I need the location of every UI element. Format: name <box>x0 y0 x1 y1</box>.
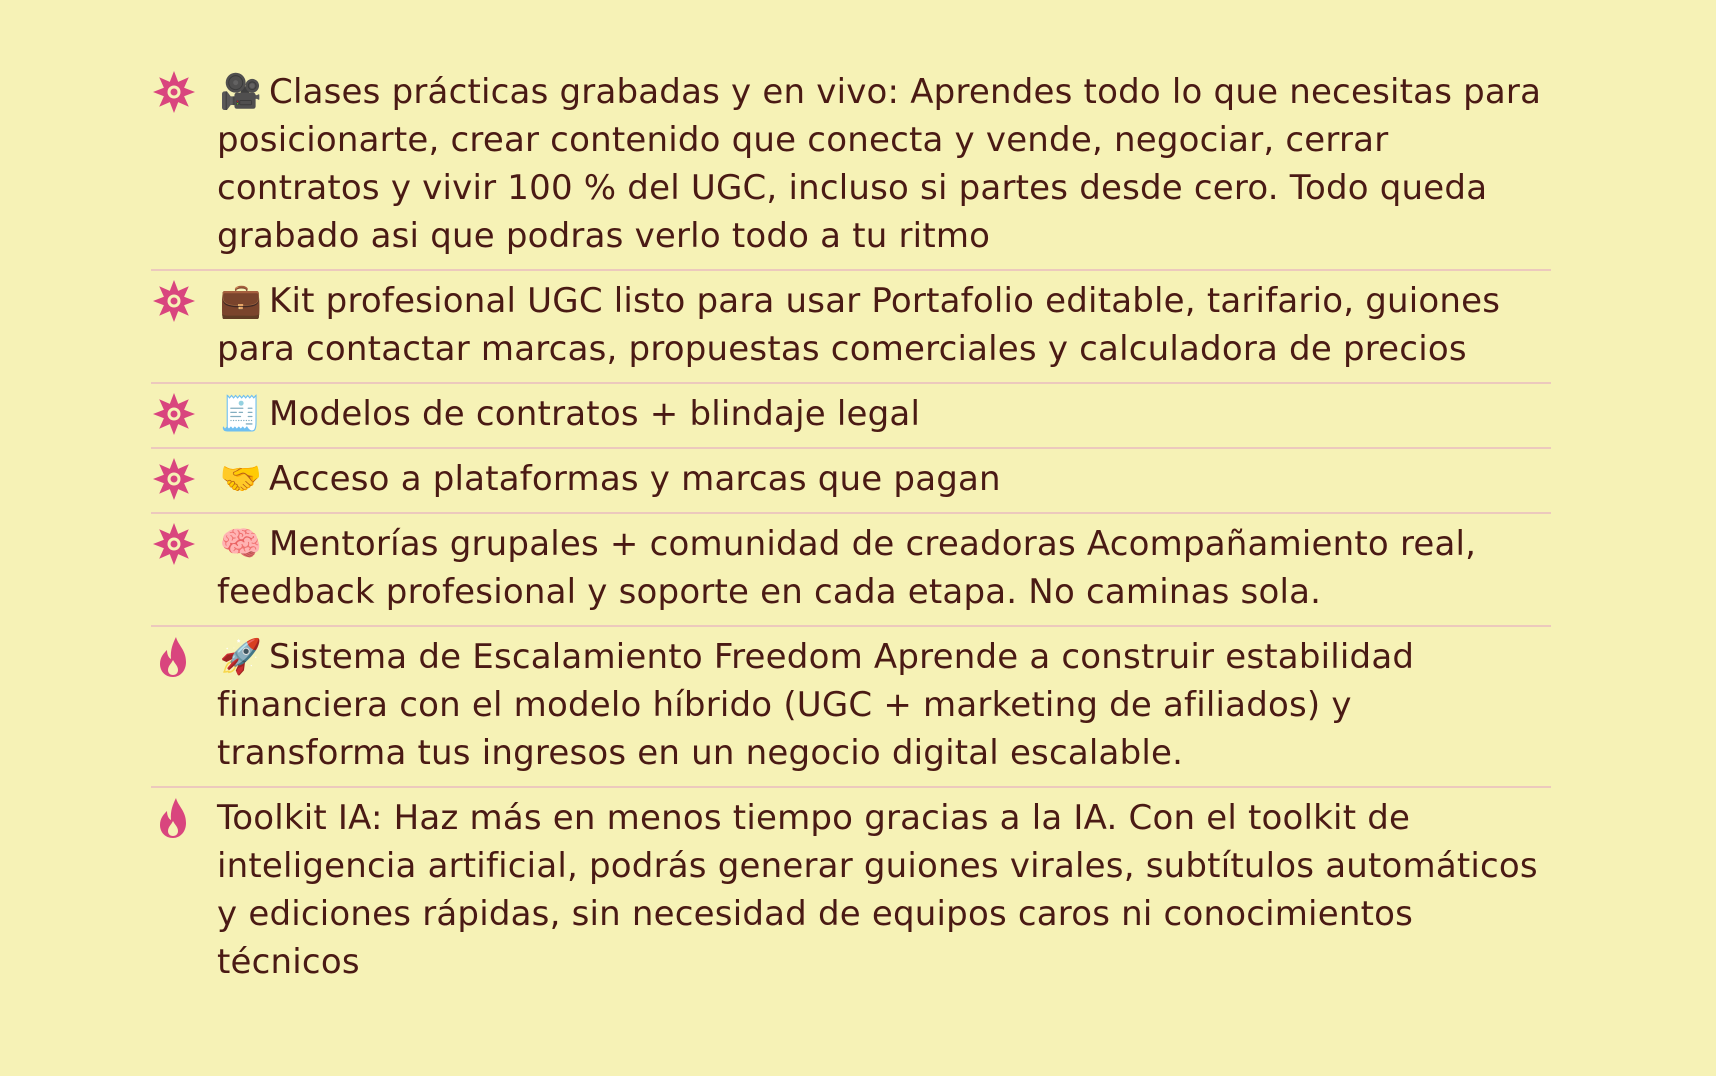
list-item <box>151 788 1551 995</box>
receipt-icon: 🧾 <box>219 394 263 434</box>
list-item-text: 🤝 Acceso a plataformas y marcas que pagan <box>217 455 1551 503</box>
sparkle-icon <box>151 277 217 325</box>
list-item <box>151 449 1551 514</box>
sparkle-icon <box>151 390 217 438</box>
flame-icon <box>151 633 217 681</box>
flame-icon <box>151 794 217 842</box>
sparkle-icon <box>151 455 217 503</box>
list-item-text: 💼 Kit profesional UGC listo para usar Portafolio editable, tarifario, guiones para contactar marcas, propuestas comerciales y calculadora de precios <box>217 277 1551 373</box>
sparkle-icon <box>151 68 217 116</box>
list-item <box>151 384 1551 449</box>
list-item <box>151 514 1551 627</box>
list-item-text: 🧾 Modelos de contratos + blindaje legal <box>217 390 1551 438</box>
movie-camera-icon: 🎥 <box>219 72 263 112</box>
list-item-text: 🧠 Mentorías grupales + comunidad de creadoras Acompañamiento real, feedback profesional y soporte en cada etapa. No caminas sola. <box>217 520 1551 616</box>
benefits-list <box>151 62 1551 995</box>
list-item <box>151 271 1551 384</box>
handshake-icon: 🤝 <box>219 459 263 499</box>
brain-icon: 🧠 <box>219 524 263 564</box>
briefcase-icon: 💼 <box>219 281 263 321</box>
list-item-text: 🚀 Sistema de Escalamiento Freedom Aprende a construir estabilidad financiera con el modelo híbrido (UGC + marketing de afiliados) y transforma tus ingresos en un negocio digital escalable. <box>217 633 1551 777</box>
sparkle-icon <box>151 520 217 568</box>
rocket-icon: 🚀 <box>219 637 263 677</box>
list-item <box>151 62 1551 271</box>
list-item-text: 🎥 Clases prácticas grabadas y en vivo: Aprendes todo lo que necesitas para posicionarte, crear contenido que conecta y vende, negociar, cerrar contratos y vivir 100 % del UGC, incluso si partes desde cero. Todo queda grabado asi que podras verlo todo a tu ritmo <box>217 68 1551 260</box>
list-item <box>151 627 1551 788</box>
list-item-text: Toolkit IA: Haz más en menos tiempo gracias a la IA. Con el toolkit de inteligencia artificial, podrás generar guiones virales, subtítulos automáticos y ediciones rápidas, sin necesidad de equipos caros ni conocimientos técnicos <box>217 798 1538 982</box>
